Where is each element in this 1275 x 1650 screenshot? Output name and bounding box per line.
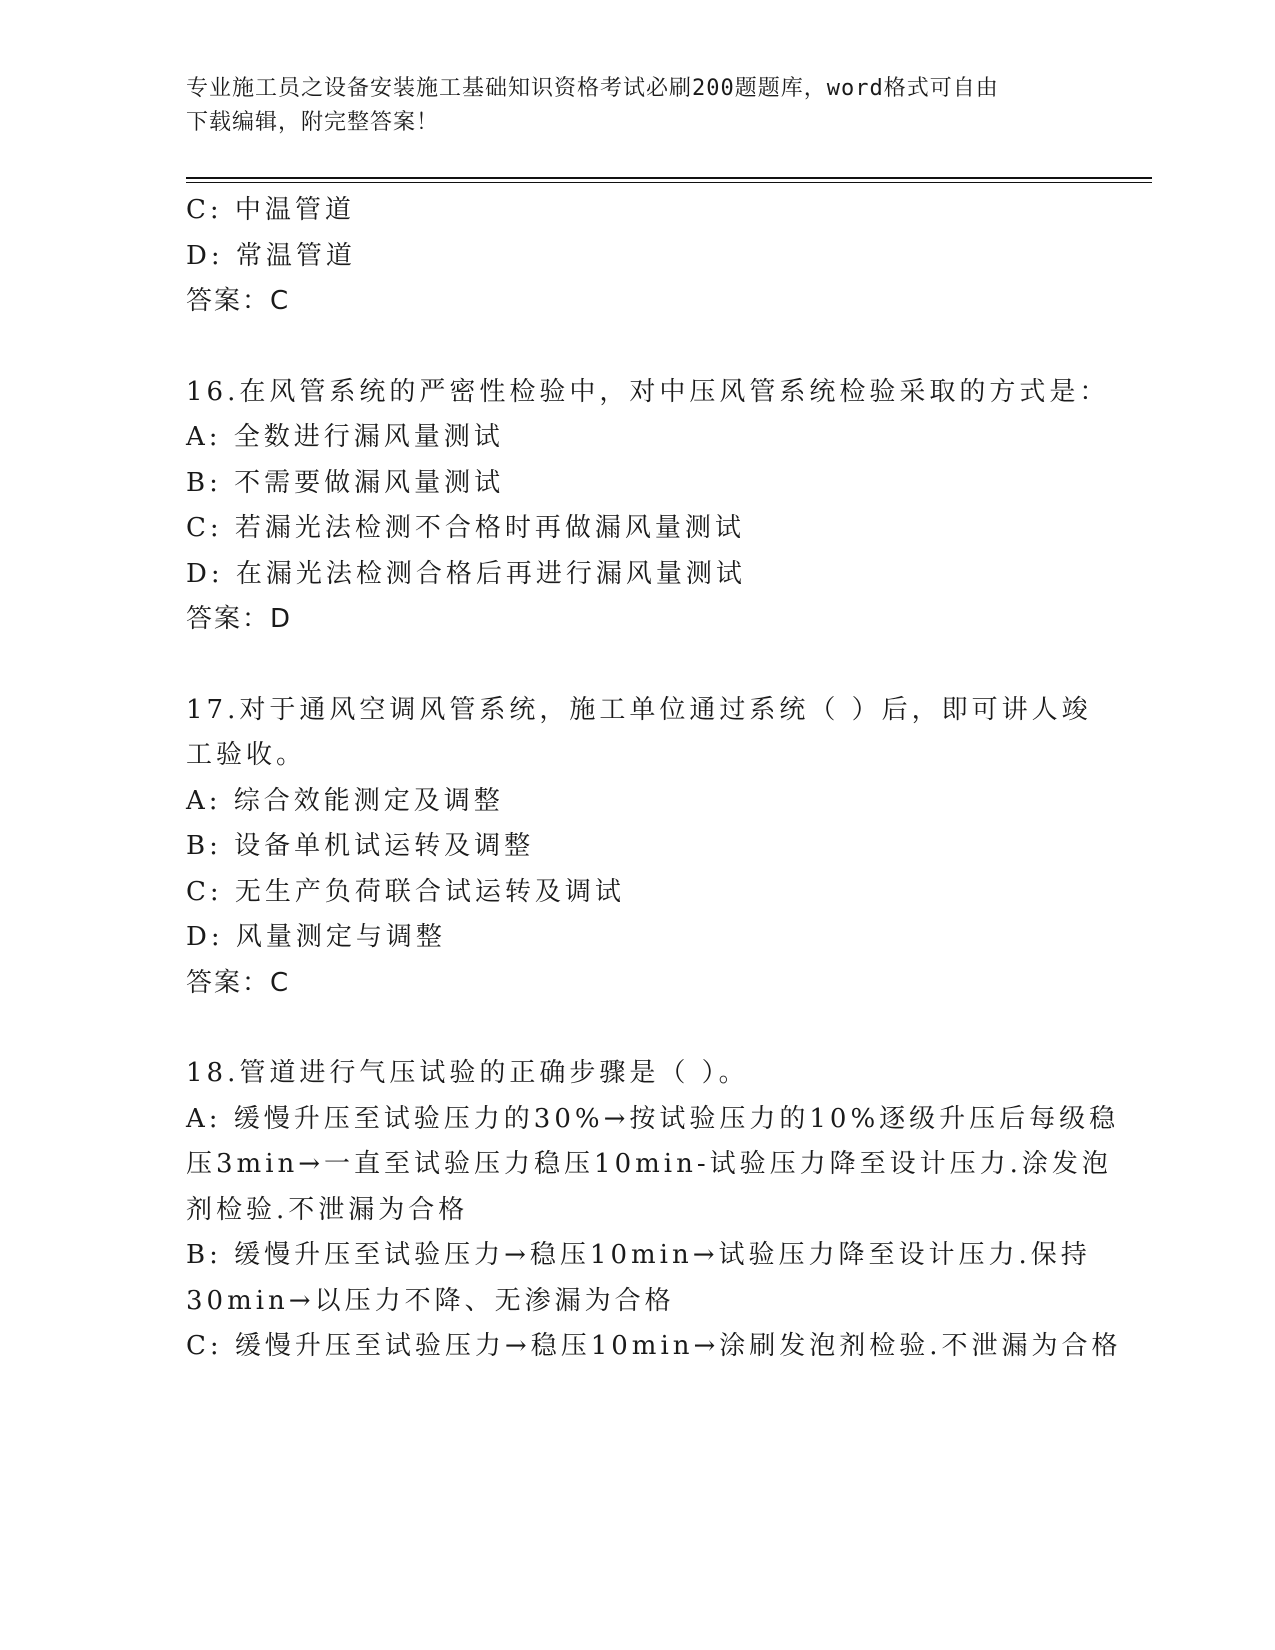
option-b-line-1: B: 缓慢升压至试验压力→稳压10min→试验压力降至设计压力.保持: [186, 1240, 1091, 1270]
option-d: D: 常温管道: [186, 240, 356, 271]
option-c: C: 缓慢升压至试验压力→稳压10min→涂刷发泡剂检验.不泄漏为合格: [186, 1331, 1122, 1361]
option-b: B: 不需要做漏风量测试: [186, 467, 505, 498]
option-d: D: 风量测定与调整: [186, 922, 446, 952]
option-b-line-2: 30min→以压力不降、无渗漏为合格: [186, 1285, 675, 1316]
spacer: [186, 1006, 1126, 1051]
option-c: C: 若漏光法检测不合格时再做漏风量测试: [186, 513, 745, 543]
question-16: [186, 370, 1126, 643]
spacer: [186, 643, 1126, 688]
option-d: D: 在漏光法检测合格后再进行漏风量测试: [186, 558, 746, 589]
option-a: A: 综合效能测定及调整: [186, 785, 504, 816]
question-stem: 18.管道进行气压试验的正确步骤是（ ）。: [186, 1058, 749, 1088]
option-c: C: 中温管道: [186, 195, 355, 225]
question-stem: 16.在风管系统的严密性检验中，对中压风管系统检验采取的方式是：: [186, 376, 1110, 407]
answer-line: 答案：C: [186, 286, 291, 316]
question-stem-line-1: 17.对于通风空调风管系统，施工单位通过系统（ ）后，即可讲人竣: [186, 694, 1092, 725]
question-stem-line-2: 工验收。: [186, 740, 307, 770]
option-a-line-3: 剂检验.不泄漏为合格: [186, 1194, 469, 1225]
option-a-line-1: A: 缓慢升压至试验压力的30%→按试验压力的10%逐级升压后每级稳: [186, 1103, 1120, 1134]
option-c: C: 无生产负荷联合试运转及调试: [186, 876, 625, 907]
document-body: [186, 188, 1126, 1370]
question-15-tail: [186, 188, 1126, 325]
option-b: B: 设备单机试运转及调整: [186, 831, 535, 861]
document-header: [186, 72, 1086, 140]
answer-line: 答案：D: [186, 604, 293, 634]
option-a: A: 全数进行漏风量测试: [186, 422, 504, 452]
header-divider-thin: [186, 182, 1152, 183]
question-17: [186, 688, 1126, 1007]
option-a-line-2: 压3min→一直至试验压力稳压10min-试验压力降至设计压力.涂发泡: [186, 1149, 1112, 1179]
header-divider-thick: [186, 177, 1152, 179]
question-18: [186, 1051, 1126, 1370]
header-line-2: 下载编辑，附完整答案！: [186, 110, 440, 135]
answer-line: 答案：C: [186, 967, 291, 998]
spacer: [186, 325, 1126, 370]
header-line-1: 专业施工员之设备安装施工基础知识资格考试必刷200题题库，word格式可自由: [186, 76, 999, 101]
